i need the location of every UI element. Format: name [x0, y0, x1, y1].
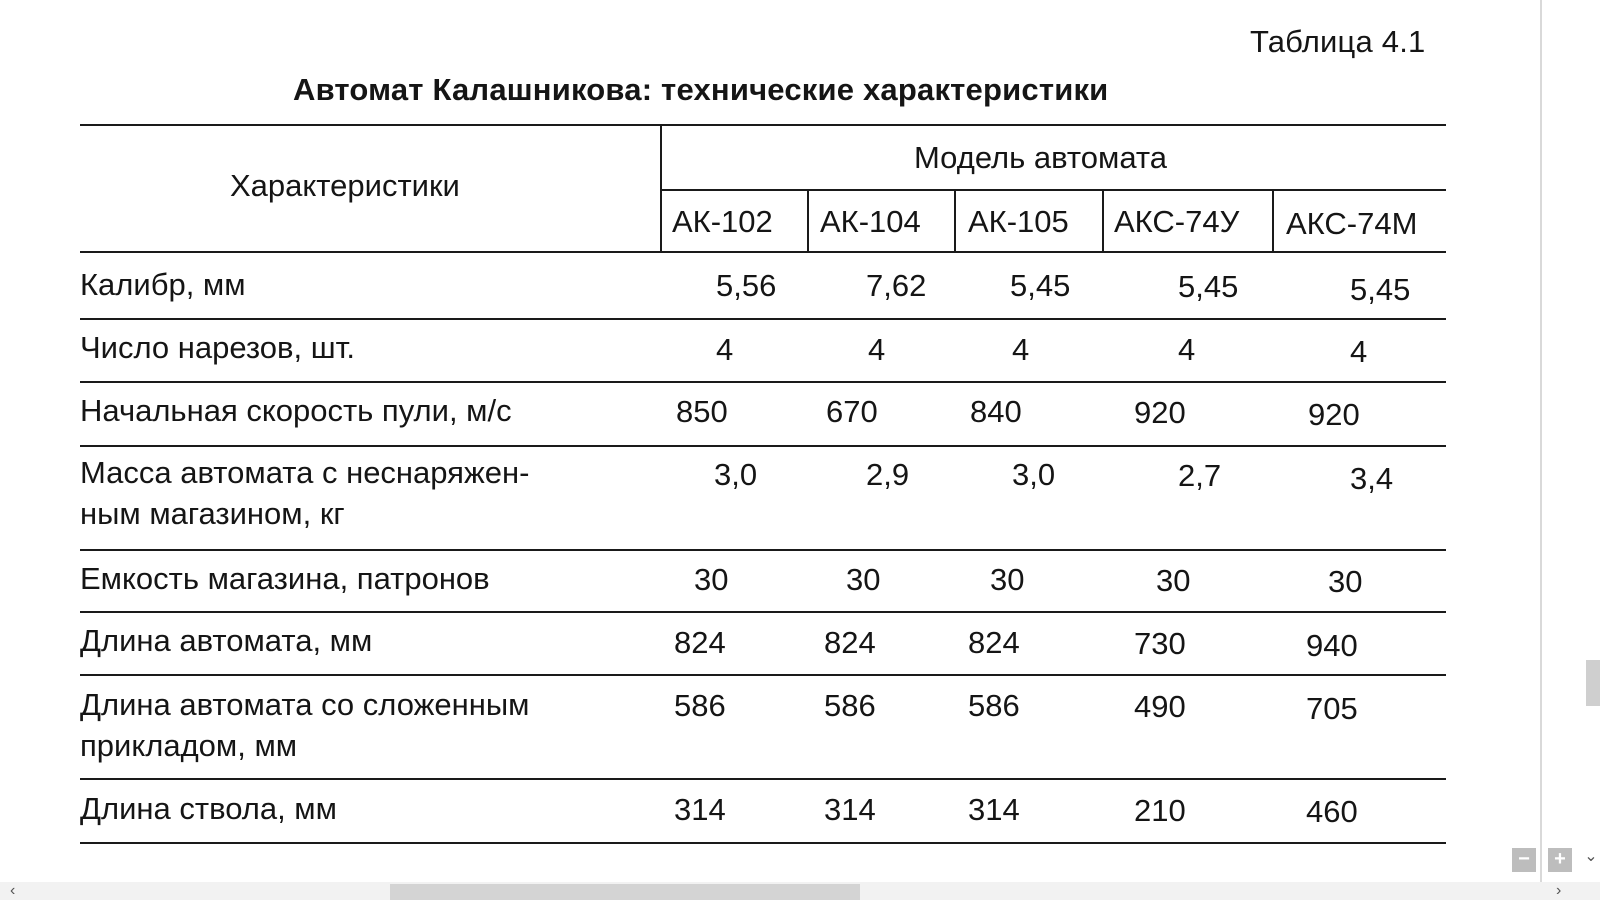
row-separator	[80, 381, 1446, 383]
scroll-left-icon[interactable]: ‹	[10, 882, 16, 899]
table-cell: 30	[1156, 563, 1191, 598]
row-separator	[80, 778, 1446, 780]
header-divider-1	[807, 190, 809, 252]
header-model: АК-104	[820, 204, 921, 239]
rule-top	[80, 124, 1446, 126]
table-caption: Таблица 4.1	[1250, 24, 1426, 59]
table-cell: 30	[846, 562, 881, 597]
table-cell: 920	[1308, 397, 1360, 432]
row-separator	[80, 318, 1446, 320]
row-label: Длина ствола, мм	[80, 791, 337, 826]
row-label: ным магазином, кг	[80, 496, 345, 531]
table-cell: 670	[826, 394, 878, 429]
table-cell: 850	[676, 394, 728, 429]
horizontal-scroll-thumb[interactable]	[390, 884, 860, 900]
table-cell: 3,4	[1350, 461, 1394, 496]
row-label: Длина автомата, мм	[80, 623, 373, 658]
header-model-group: Модель автомата	[914, 140, 1167, 175]
table-cell: 490	[1134, 689, 1186, 724]
table-title: Автомат Калашникова: технические характеристики	[293, 72, 1109, 107]
zoom-out-button[interactable]: −	[1512, 848, 1536, 872]
table-cell: 30	[990, 562, 1025, 597]
table-cell: 4	[1012, 332, 1030, 367]
row-separator	[80, 549, 1446, 551]
table-cell: 314	[968, 792, 1020, 827]
header-divider-3	[1102, 190, 1104, 252]
vertical-scrollbar[interactable]	[1540, 0, 1600, 882]
scroll-right-icon[interactable]: ›	[1556, 882, 1562, 899]
table-cell: 2,9	[866, 457, 910, 492]
table-cell: 4	[868, 332, 886, 367]
table-cell: 940	[1306, 628, 1358, 663]
table-cell: 3,0	[1012, 457, 1056, 492]
table-cell: 5,45	[1010, 268, 1071, 303]
table-cell: 920	[1134, 395, 1186, 430]
header-model: АК-105	[968, 204, 1069, 239]
row-separator	[80, 674, 1446, 676]
table-cell: 5,45	[1178, 269, 1239, 304]
table-cell: 840	[970, 394, 1022, 429]
table-cell: 586	[824, 688, 876, 723]
table-cell: 586	[968, 688, 1020, 723]
header-divider-main	[660, 126, 662, 252]
table-cell: 824	[968, 625, 1020, 660]
scroll-down-icon[interactable]: ⌄	[1584, 848, 1598, 865]
vertical-scroll-thumb[interactable]	[1586, 660, 1600, 706]
row-separator	[80, 842, 1446, 844]
row-label: Число нарезов, шт.	[80, 330, 355, 365]
table-cell: 730	[1134, 626, 1186, 661]
row-label: Длина автомата со сложенным	[80, 687, 530, 722]
row-label: Масса автомата с неснаряжен-	[80, 455, 530, 490]
rule-model-group	[660, 189, 1446, 191]
table-cell: 5,56	[716, 268, 777, 303]
table-cell: 30	[694, 562, 729, 597]
header-model: АКС-74У	[1114, 204, 1240, 239]
table-cell: 3,0	[714, 457, 758, 492]
table-cell: 7,62	[866, 268, 927, 303]
table-cell: 5,45	[1350, 272, 1411, 307]
header-model: АКС-74М	[1286, 206, 1418, 241]
table-cell: 824	[674, 625, 726, 660]
row-label: прикладом, мм	[80, 728, 298, 763]
header-divider-2	[954, 190, 956, 252]
table-cell: 824	[824, 625, 876, 660]
rule-header-bottom	[80, 251, 1446, 253]
table-cell: 30	[1328, 564, 1363, 599]
table-cell: 2,7	[1178, 458, 1222, 493]
header-characteristics: Характеристики	[230, 168, 460, 203]
table-cell: 4	[1178, 332, 1196, 367]
header-model: АК-102	[672, 204, 773, 239]
row-separator	[80, 445, 1446, 447]
row-separator	[80, 611, 1446, 613]
table-cell: 705	[1306, 691, 1358, 726]
table-cell: 314	[824, 792, 876, 827]
table-cell: 210	[1134, 793, 1186, 828]
table-cell: 586	[674, 688, 726, 723]
row-label: Начальная скорость пули, м/с	[80, 393, 512, 428]
table-cell: 314	[674, 792, 726, 827]
table-cell: 4	[716, 332, 734, 367]
table-cell: 460	[1306, 794, 1358, 829]
zoom-in-button[interactable]: +	[1548, 848, 1572, 872]
header-divider-4	[1272, 190, 1274, 252]
row-label: Емкость магазина, патронов	[80, 561, 490, 596]
table-cell: 4	[1350, 334, 1368, 369]
row-label: Калибр, мм	[80, 267, 246, 302]
